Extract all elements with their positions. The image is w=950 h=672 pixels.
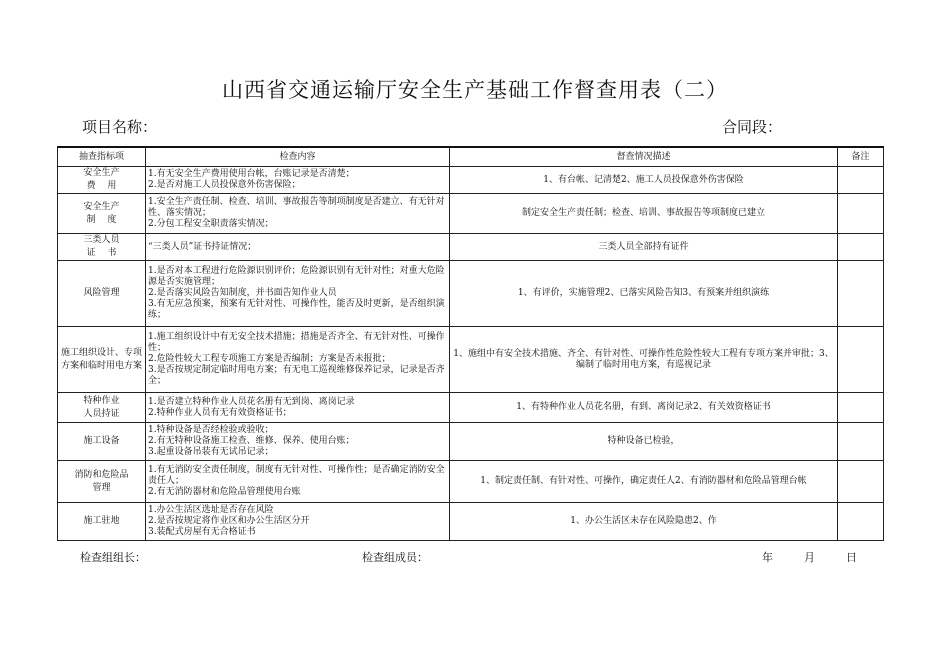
date-line xyxy=(762,549,857,565)
row-content: 1.有无安全生产费用使用台帐，台账记录是否清楚； 2.是否对施工人员投保意外伤害保险； xyxy=(146,167,450,194)
row-note[interactable] xyxy=(838,423,884,461)
row-note[interactable] xyxy=(838,393,884,423)
row-note[interactable] xyxy=(838,234,884,261)
header-content: 检查内容 xyxy=(146,147,450,167)
table-header-row xyxy=(58,147,884,167)
row-indicator: 施工设备 xyxy=(58,423,146,461)
date-month-label: 月 xyxy=(804,551,815,564)
row-description[interactable]: 1、制定责任制、有针对性、可操作，确定责任人2、有消防器材和危险品管理台帐 xyxy=(450,461,838,503)
header-note: 备注 xyxy=(838,147,884,167)
inspection-leader-label: 检查组组长： xyxy=(80,551,146,564)
row-indicator: 安全生产 制 度 xyxy=(58,194,146,234)
row-content: 1.是否对本工程进行危险源识别评价；危险源识别有无针对性；对重大危险源是否实施管理； 2.是否落实风险告知制度，并书面告知作业人员 3.有无应急预案，预案有无针对性、可操作性，能否及时更新，是否组织演练； xyxy=(146,261,450,327)
row-description[interactable]: 1、有台帐、记清楚2、施工人员投保意外伤害保险 xyxy=(450,167,838,194)
table-row xyxy=(58,194,884,234)
table-row xyxy=(58,461,884,503)
row-content: 1.有无消防安全责任制度，制度有无针对性、可操作性；是否确定消防安全责任人； 2.有无消防器材和危险品管理使用台账 xyxy=(146,461,450,503)
row-content: 1.施工组织设计中有无安全技术措施；措施是否齐全、有无针对性、可操作性； 2.危险性较大工程专项施工方案是否编制；方案是否未报批； 3.是否按规定制定临时用电方案；有无电工巡视维修保养记录，记录是否齐全； xyxy=(146,327,450,393)
table-row xyxy=(58,393,884,423)
row-content: 1.特种设备是否经检验或验收； 2.有无特种设备施工检查、维修、保养、使用台账； 3.起重设备吊装有无试吊记录； xyxy=(146,423,450,461)
table-row xyxy=(58,503,884,541)
project-name-label: 项目名称： xyxy=(82,118,158,136)
row-description[interactable]: 特种设备已检验， xyxy=(450,423,838,461)
table-row xyxy=(58,234,884,261)
row-description[interactable]: 1、有特种作业人员花名册，有到、离岗记录2、有关效资格证书 xyxy=(450,393,838,423)
table-row xyxy=(58,167,884,194)
row-indicator: 消防和危险品 管理 xyxy=(58,461,146,503)
table-row xyxy=(58,423,884,461)
row-description[interactable]: 三类人员全部持有证件 xyxy=(450,234,838,261)
row-note[interactable] xyxy=(838,261,884,327)
row-content: 1.安全生产责任制、检查、培训、事故报告等制项制度是否建立、有无针对性、落实情况； 2.分包工程安全职责落实情况； xyxy=(146,194,450,234)
inspection-members-label: 检查组成员： xyxy=(362,551,428,564)
row-note[interactable] xyxy=(838,503,884,541)
row-description[interactable]: 1、施组中有安全技术措施、齐全、有针对性、可操作性危险性较大工程有专项方案并审批；3、编制了临时用电方案，有巡视记录 xyxy=(450,327,838,393)
row-description[interactable]: 1、办公生活区未存在风险隐患2、作 xyxy=(450,503,838,541)
contract-section-label: 合同段： xyxy=(722,118,783,136)
table-row xyxy=(58,261,884,327)
inspection-table xyxy=(57,146,884,541)
row-indicator: 特种作业 人员持证 xyxy=(58,393,146,423)
row-note[interactable] xyxy=(838,167,884,194)
date-day-label: 日 xyxy=(846,551,857,564)
row-indicator: 三类人员 证 书 xyxy=(58,234,146,261)
row-note[interactable] xyxy=(838,194,884,234)
row-note[interactable] xyxy=(838,327,884,393)
table-row xyxy=(58,327,884,393)
date-year-label: 年 xyxy=(762,551,773,564)
page-title: 山西省交通运输厅安全生产基础工作督查用表（二） xyxy=(222,78,728,102)
row-description[interactable]: 制定安全生产责任制；检查、培训、事故报告等项制度已建立 xyxy=(450,194,838,234)
header-description: 督查情况描述 xyxy=(450,147,838,167)
row-indicator: 施工组织设计、专项方案和临时用电方案 xyxy=(58,327,146,393)
row-content: 1.是否建立特种作业人员花名册有无到岗、离岗记录 2.特种作业人员有无有效资格证书； xyxy=(146,393,450,423)
row-indicator: 风险管理 xyxy=(58,261,146,327)
row-indicator: 施工驻地 xyxy=(58,503,146,541)
row-description[interactable]: 1、有评价，实施管理2、已落实风险告知3、有预案并组织演练 xyxy=(450,261,838,327)
row-indicator: 安全生产 费 用 xyxy=(58,167,146,194)
header-indicator: 抽查指标项 xyxy=(58,147,146,167)
row-note[interactable] xyxy=(838,461,884,503)
row-content: “三类人员”证书持证情况； xyxy=(146,234,450,261)
row-content: 1.办公生活区选址是否存在风险 2.是否按规定将作业区和办公生活区分开 3.装配式房屋有无合格证书 xyxy=(146,503,450,541)
